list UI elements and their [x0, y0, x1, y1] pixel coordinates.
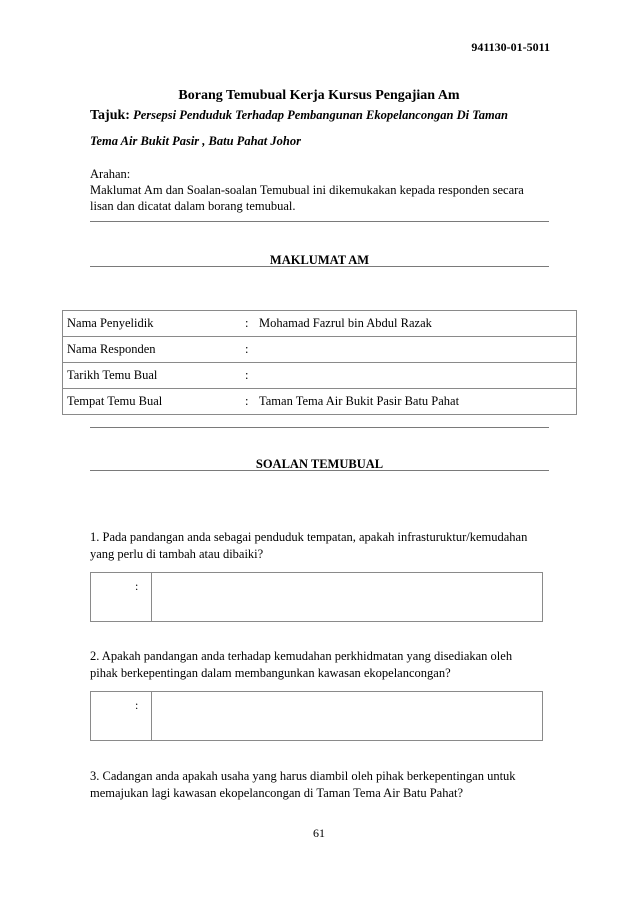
row-value[interactable]: Mohamad Fazrul bin Abdul Razak [255, 311, 577, 337]
topic-text-2: Tema Air Bukit Pasir , Batu Pahat Johor [90, 134, 301, 148]
page-number: 61 [313, 826, 325, 840]
question-text: yang perlu di tambah atau dibaiki? [90, 547, 264, 561]
general-info-heading: MAKLUMAT AM [269, 253, 370, 267]
row-label: Tempat Temu Bual [63, 389, 244, 415]
table-row [63, 337, 577, 363]
row-separator: : [243, 337, 255, 363]
general-info-table [62, 310, 577, 415]
row-label: Tarikh Temu Bual [63, 363, 244, 389]
instructions-line-2: lisan dan dicatat dalam borang temubual. [90, 199, 296, 213]
table-row [63, 389, 577, 415]
row-label: Nama Responden [63, 337, 244, 363]
row-separator: : [243, 311, 255, 337]
divider [90, 266, 549, 267]
question-text: pihak berkepentingan dalam membangunkan kawasan ekopelancongan? [90, 666, 451, 680]
answer-divider [151, 692, 152, 740]
answer-separator: : [135, 698, 139, 712]
table-row [63, 311, 577, 337]
row-value[interactable] [255, 337, 577, 363]
answer-box-2[interactable] [90, 691, 543, 741]
topic-text-1: Persepsi Penduduk Terhadap Pembangunan Ekopelancongan Di Taman [133, 108, 508, 122]
topic-label: Tajuk: [90, 108, 130, 123]
row-value[interactable] [255, 363, 577, 389]
answer-separator: : [135, 579, 139, 593]
document-id: 941130-01-5011 [471, 40, 550, 54]
divider [90, 427, 549, 428]
question-text: 3. Cadangan anda apakah usaha yang harus diambil oleh pihak berkepentingan untuk [90, 769, 516, 783]
question-1 [90, 529, 560, 563]
answer-divider [151, 573, 152, 621]
divider [90, 470, 549, 471]
page-title: Borang Temubual Kerja Kursus Pengajian Am [178, 88, 460, 103]
topic-line-1 [90, 108, 560, 124]
instructions-line-1: Maklumat Am dan Soalan-soalan Temubual ini dikemukakan kepada responden secara [90, 183, 524, 197]
question-3 [90, 768, 560, 802]
question-text: 1. Pada pandangan anda sebagai penduduk tempatan, apakah infrasturuktur/kemudahan [90, 530, 528, 544]
table-row [63, 363, 577, 389]
row-value[interactable]: Taman Tema Air Bukit Pasir Batu Pahat [255, 389, 577, 415]
question-2 [90, 648, 560, 682]
answer-box-1[interactable] [90, 572, 543, 622]
question-text: 2. Apakah pandangan anda terhadap kemudahan perkhidmatan yang disediakan oleh [90, 649, 513, 663]
row-separator: : [243, 389, 255, 415]
divider [90, 221, 549, 222]
question-text: memajukan lagi kawasan ekopelancongan di Taman Tema Air Batu Pahat? [90, 786, 464, 800]
interview-heading: SOALAN TEMUBUAL [255, 457, 384, 471]
instructions-label: Arahan: [90, 167, 131, 181]
row-label: Nama Penyelidik [63, 311, 244, 337]
row-separator: : [243, 363, 255, 389]
